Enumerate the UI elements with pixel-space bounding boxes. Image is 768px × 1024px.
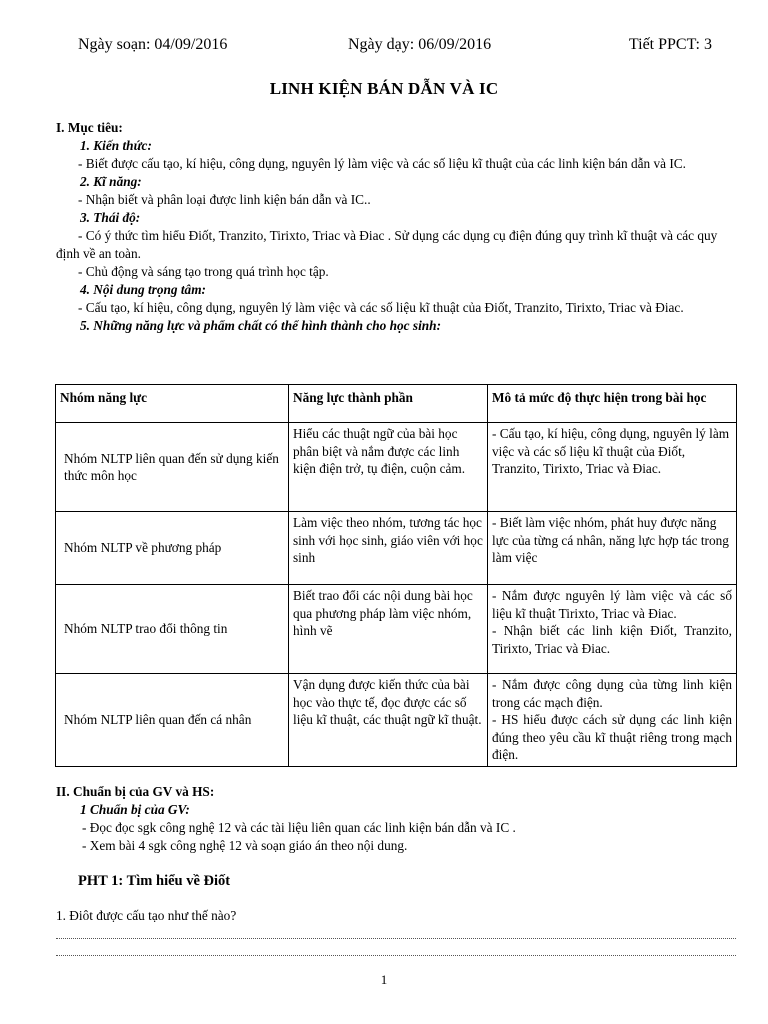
skills-heading: 2. Kĩ năng: bbox=[80, 174, 142, 189]
knowledge-heading: 1. Kiến thức: bbox=[80, 138, 152, 153]
table-row bbox=[56, 585, 737, 674]
row-group: Nhóm NLTP liên quan đến cá nhân bbox=[56, 674, 289, 767]
row-group: Nhóm NLTP về phương pháp bbox=[56, 512, 289, 585]
attitude-heading: 3. Thái độ: bbox=[80, 210, 141, 225]
teacher-prep-item: - Đọc đọc sgk công nghệ 12 và các tài liệu liên quan các linh kiện bán dẫn và IC . bbox=[82, 820, 516, 835]
worksheet-title: PHT 1: Tìm hiểu về Điốt bbox=[78, 873, 231, 889]
row-component: Làm việc theo nhóm, tương tác học sinh với học sinh, giáo viên với học sinh bbox=[289, 512, 488, 585]
preparation-heading: II. Chuẩn bị của GV và HS: bbox=[56, 784, 215, 799]
page-header bbox=[0, 36, 768, 58]
focus-heading: 4. Nội dung trọng tâm: bbox=[80, 282, 206, 297]
row-group: Nhóm NLTP liên quan đến sử dụng kiến thức môn học bbox=[56, 423, 289, 512]
objectives-section bbox=[56, 119, 736, 335]
knowledge-text: - Biết được cấu tạo, kí hiệu, công dụng, nguyên lý làm việc và các số liệu kĩ thuật của các linh kiện bán dẫn và IC. bbox=[78, 156, 686, 171]
answer-line bbox=[56, 938, 736, 939]
skills-text: - Nhận biết và phân loại được linh kiện bán dẫn và IC.. bbox=[78, 192, 371, 207]
teacher-prep-item: - Xem bài 4 sgk công nghệ 12 và soạn giáo án theo nội dung. bbox=[82, 838, 408, 853]
date-prepared: Ngày soạn: 04/09/2016 bbox=[78, 36, 228, 53]
attitude-text-2: - Chủ động và sáng tạo trong quá trình học tập. bbox=[78, 264, 329, 279]
table-header-row bbox=[56, 385, 737, 423]
page-number: 1 bbox=[380, 972, 388, 987]
row-description: - Biết làm việc nhóm, phát huy được năng lực của từng cá nhân, năng lực hợp tác trong làm việc bbox=[488, 512, 737, 585]
table-row bbox=[56, 512, 737, 585]
objectives-heading: I. Mục tiêu: bbox=[56, 120, 123, 135]
document-title: LINH KIỆN BÁN DẪN VÀ IC bbox=[269, 79, 499, 98]
row-description bbox=[488, 585, 737, 674]
header-description: Mô tả mức độ thực hiện trong bài học bbox=[488, 385, 737, 423]
focus-text: - Cấu tạo, kí hiệu, công dụng, nguyên lý làm việc và các số liệu kĩ thuật của Điốt, Tranzito, Tirixto, Triac và Điac. bbox=[78, 300, 684, 315]
row-description-line-2: - HS hiểu được cách sử dụng các linh kiện đúng theo yêu cầu kĩ thuật riêng trong mạch điện. bbox=[492, 712, 732, 762]
worksheet-question: 1. Điôt được cấu tạo như thế nào? bbox=[56, 908, 237, 923]
competency-table bbox=[55, 384, 737, 767]
row-component: Biết trao đổi các nội dung bài học qua phương pháp làm việc nhóm, hình vẽ bbox=[289, 585, 488, 674]
header-group: Nhóm năng lực bbox=[56, 385, 289, 423]
row-description-line-1: - Nắm được công dụng của từng linh kiện trong các mạch điện. bbox=[492, 677, 732, 710]
row-group: Nhóm NLTP trao đổi thông tin bbox=[56, 585, 289, 674]
row-description-line-2: - Nhận biết các linh kiện Điốt, Tranzito, Tirixto, Triac và Điac. bbox=[492, 623, 732, 656]
competency-heading: 5. Những năng lực và phẩm chất có thể hình thành cho học sinh: bbox=[80, 318, 441, 333]
table-row bbox=[56, 674, 737, 767]
teacher-prep-heading: 1 Chuẩn bị của GV: bbox=[80, 802, 190, 817]
header-component: Năng lực thành phần bbox=[289, 385, 488, 423]
row-component: Hiểu các thuật ngữ của bài học phân biệt và nắm được các linh kiện điện trở, tụ điện, cuộn cảm. bbox=[289, 423, 488, 512]
table-row bbox=[56, 423, 737, 512]
answer-line bbox=[56, 955, 736, 956]
row-description: - Cấu tạo, kí hiệu, công dụng, nguyên lý làm việc và các số liệu kĩ thuật của Điốt, Tranzito, Tirixto, Triac và Điac. bbox=[488, 423, 737, 512]
attitude-text-1: - Có ý thức tìm hiểu Điốt, Tranzito, Tirixto, Triac và Điac . Sử dụng các dụng cụ điện đúng quy trình kĩ thuật và các quy định về an toàn. bbox=[56, 228, 718, 261]
row-component: Vận dụng được kiến thức của bài học vào thực tế, đọc được các số liệu kĩ thuật, các thuật ngữ kĩ thuật. bbox=[289, 674, 488, 767]
date-taught: Ngày dạy: 06/09/2016 bbox=[348, 36, 492, 53]
period-number: Tiết PPCT: 3 bbox=[628, 36, 712, 53]
row-description-line-1: - Nắm được nguyên lý làm việc và các số liệu kĩ thuật Tirixto, Triac và Điac. bbox=[492, 588, 732, 621]
preparation-section bbox=[56, 783, 736, 855]
row-description bbox=[488, 674, 737, 767]
